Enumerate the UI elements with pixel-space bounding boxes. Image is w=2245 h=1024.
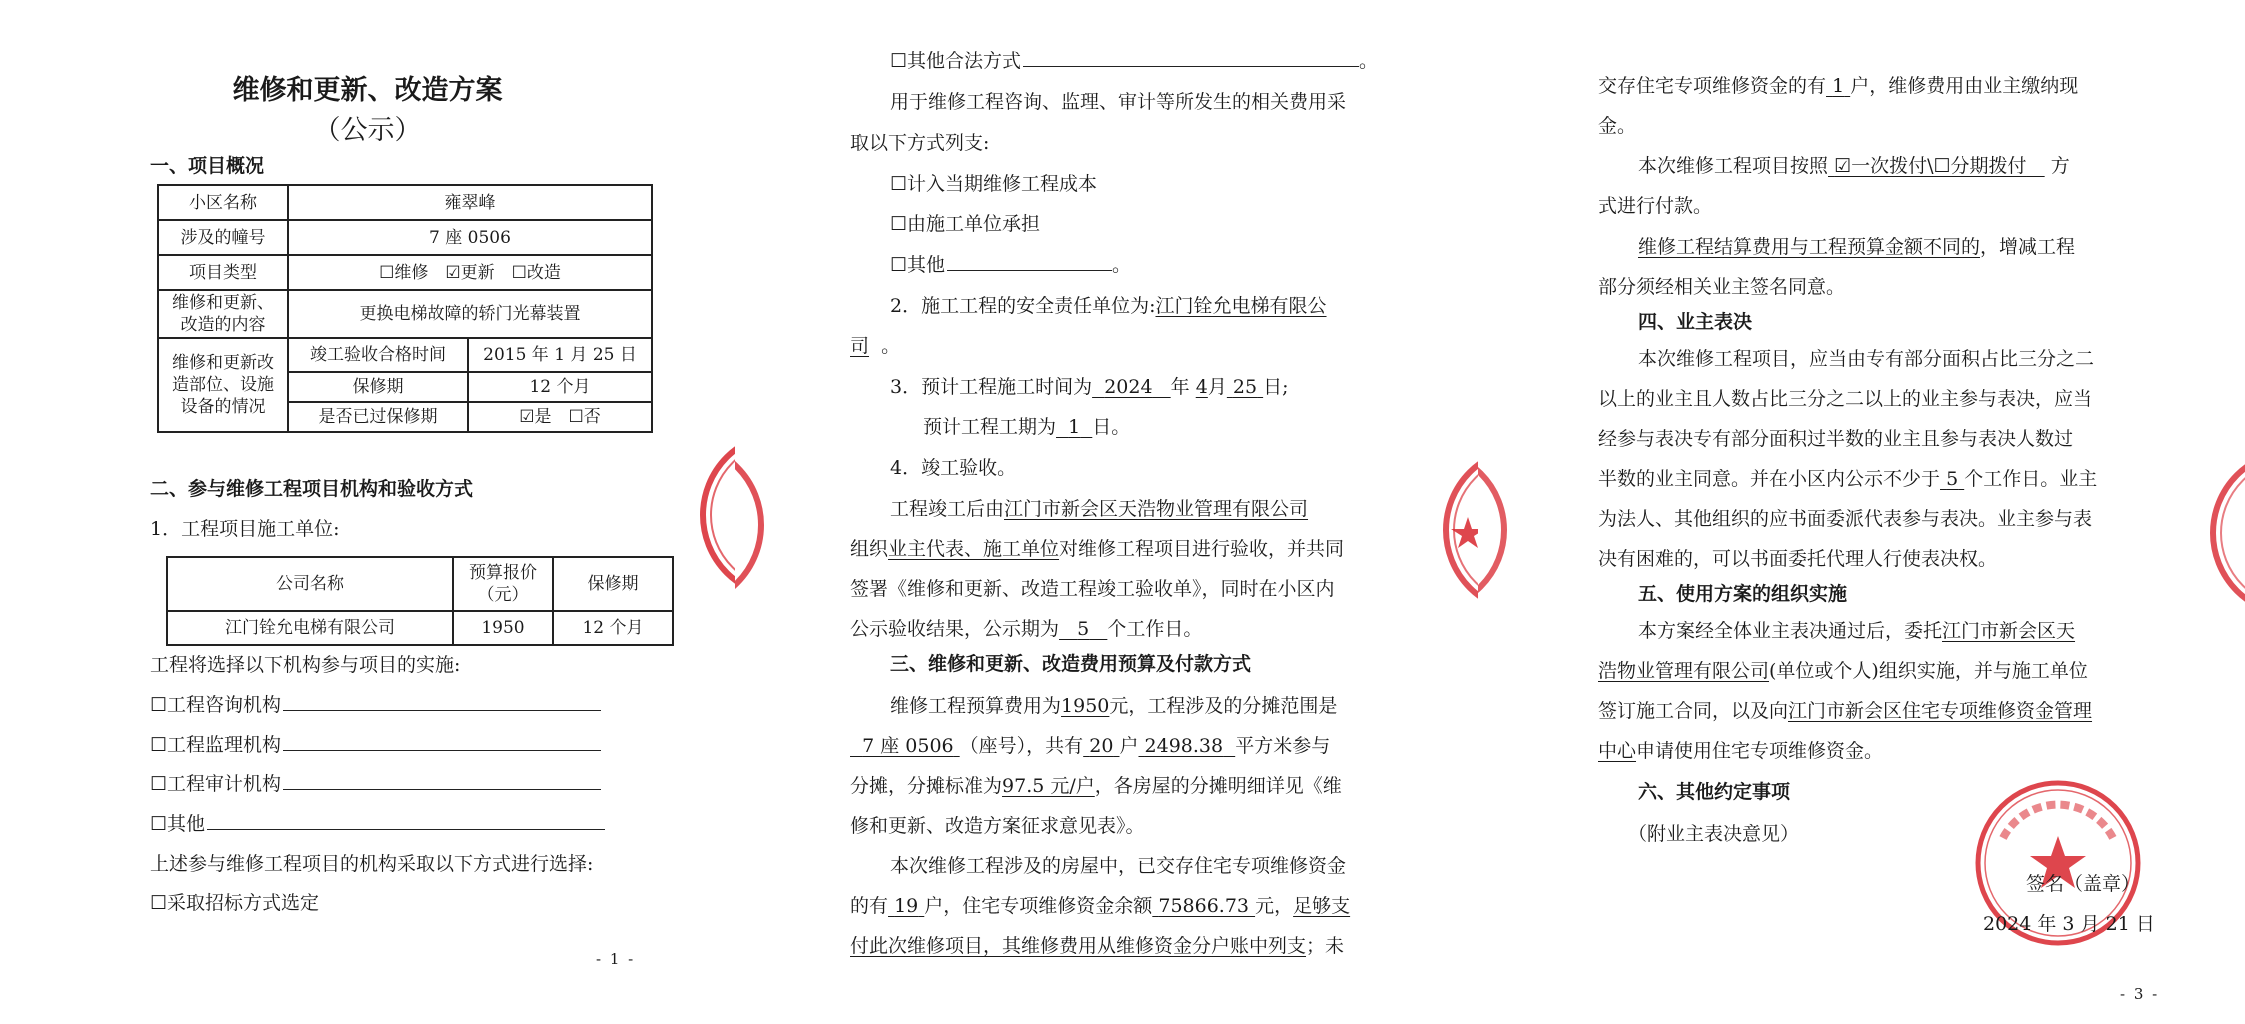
p2-line-17-mid2: 户: [1119, 735, 1139, 757]
label-facility-line1: 维修和更新改: [172, 353, 274, 373]
org-other-label: ☐其他: [150, 813, 206, 835]
p3-line-13-pre: 本方案经全体业主表决通过后，委托: [1638, 620, 1943, 642]
schedule-label: 3．预计工程施工时间为: [890, 376, 1093, 398]
duration-days: [1056, 416, 1092, 438]
schedule-year: [1092, 376, 1171, 398]
p2-line-18: [850, 772, 1342, 800]
vote-publicity-days-value: 5: [1946, 468, 1959, 490]
p3-attachment-note: （附业主表决意见）: [1628, 823, 1800, 845]
p2-line-1-end: 。: [1359, 50, 1379, 72]
label-content-line2: 改造的内容: [180, 315, 266, 335]
p2-completion: 4．竣工验收。: [890, 457, 1017, 479]
p2-line-13-end: 对维修工程项目进行验收，并共同: [1059, 538, 1345, 560]
section-4-heading: 四、业主表决: [1638, 311, 1753, 333]
p3-line-10: [1598, 465, 2097, 493]
fund-center: 江门市新会区住宅专项维修资金管理: [1788, 700, 2093, 722]
p3-line-8: 以上的业主且人数占比三分之二以上的业主参与表决，应当: [1598, 388, 2093, 410]
official-stamp-partial-left: [735, 440, 765, 610]
duration-days-value: 1: [1068, 416, 1081, 438]
p3-line-3: [1638, 152, 2070, 180]
scope: [850, 735, 960, 757]
label-facility-line2: 造部位、设施: [172, 375, 274, 395]
p2-line-14: 签署《维修和更新、改造工程竣工验收单》，同时在小区内: [850, 578, 1335, 600]
schedule-month: 4: [1195, 376, 1208, 398]
schedule-day-value: 25: [1232, 376, 1258, 398]
document-page-1: [0, 0, 735, 1024]
section-1-heading: 一、项目概况: [150, 155, 265, 177]
official-stamp-partial: [695, 430, 735, 600]
header-price: [453, 557, 553, 611]
schedule-month-unit: 月: [1207, 376, 1227, 398]
value-warranty: 12 个月: [468, 372, 652, 402]
p2-line-21-pre: 的有: [850, 895, 889, 917]
value-warranty-expired: ☑是 ☐否: [468, 402, 652, 432]
orgs-intro: 工程将选择以下机构参与项目的实施:: [150, 654, 461, 676]
fund-balance-value: 75866.73: [1158, 895, 1250, 917]
p2-line-13: [850, 535, 1344, 563]
p2-line-21-mid: 户，住宅专项维修资金余额: [924, 895, 1153, 917]
cell-price: 1950: [453, 611, 553, 645]
p2-line-17-end: 平方米参与: [1235, 735, 1331, 757]
p3-line-4: 式进行付款。: [1598, 195, 1713, 217]
p3-line-5-end: ，增减工程: [1980, 236, 2076, 258]
section-5-heading: 五、使用方案的组织实施: [1638, 583, 1848, 605]
label-community: 小区名称: [158, 185, 288, 220]
org-audit-label: ☐工程审计机构: [150, 773, 282, 795]
cell-company: 江门铨允电梯有限公司: [167, 611, 453, 645]
org-audit: [150, 770, 601, 798]
p2-line-21: [850, 892, 1350, 920]
label-warranty: 保修期: [288, 372, 468, 402]
page-number-1: - 1 -: [596, 950, 636, 968]
project-overview-table: [157, 184, 653, 433]
item-1: 1．工程项目施工单位:: [150, 518, 340, 540]
p2-option-other-end: 。: [1112, 254, 1132, 276]
share-standard: 97.5 元/户: [1002, 775, 1095, 797]
property-company: 江门市新会区天浩物业管理有限公司: [1004, 498, 1309, 520]
label-project-type: 项目类型: [158, 255, 288, 290]
p3-line-3-pre: 本次维修工程项目按照: [1638, 155, 1829, 177]
value-acceptance-date: 2015 年 1 月 25 日: [468, 338, 652, 372]
p2-duration: [923, 413, 1130, 441]
safety-unit-value: 江门铨允电梯有限公: [1155, 295, 1327, 317]
method-tender: ☐采取招标方式选定: [150, 892, 320, 914]
value-building: 7 座 0506: [288, 220, 652, 255]
section-2-heading: 二、参与维修工程项目机构和验收方式: [150, 478, 474, 500]
p3-line-12: 决有困难的，可以书面委托代理人行使表决权。: [1598, 548, 1998, 570]
label-facility-line3: 设备的情况: [180, 397, 266, 417]
p2-line-1: [890, 47, 1378, 75]
p2-line-8-end: 。: [881, 335, 901, 357]
p2-line-3: 取以下方式列支:: [850, 132, 990, 154]
header-price-line2: （元）: [477, 585, 529, 605]
org-other: [150, 810, 605, 838]
paid-households-value: 19: [894, 895, 919, 917]
implementing-company: 江门市新会区天: [1942, 620, 2076, 642]
area: [1138, 735, 1235, 757]
org-consulting-label: ☐工程咨询机构: [150, 694, 282, 716]
p2-line-15-end: 个工作日。: [1107, 618, 1203, 640]
p3-line-10-pre: 半数的业主同意。并在小区内公示不少于: [1598, 468, 1941, 490]
p3-line-14: [1598, 657, 2088, 685]
budget-value: 1950: [1061, 695, 1110, 717]
page-number-3: - 3 -: [2120, 985, 2160, 1003]
org-supervision-label: ☐工程监理机构: [150, 734, 282, 756]
document-page-3: [1478, 0, 2245, 1024]
acceptance-parties: 业主代表、施工单位: [888, 538, 1060, 560]
signature-label: 签名（盖章）: [2026, 873, 2141, 895]
document-page-2: [735, 0, 1478, 1024]
label-content: [158, 290, 288, 338]
unpaid-households-value: 1: [1832, 75, 1845, 97]
p2-line-17: [850, 732, 1330, 760]
p2-line-16-end: 元，工程涉及的分摊范围是: [1109, 695, 1338, 717]
p2-line-21-underlined: 足够支: [1293, 895, 1351, 917]
p2-option-cost: ☐计入当期维修工程成本: [890, 173, 1098, 195]
p2-line-12-pre: 工程竣工后由: [890, 498, 1005, 520]
p3-line-2: 金。: [1598, 115, 1637, 137]
p2-line-22-underlined: 付此次维修项目，其维修费用从维修资金分户账中列支: [850, 935, 1307, 957]
p2-line-15-pre: 公示验收结果，公示期为: [850, 618, 1060, 640]
p3-line-9: 经参与表决专有部分面积过半数的业主且参与表决人数过: [1598, 428, 2074, 450]
fund-center-cont: 中心: [1598, 740, 1637, 762]
publicity-days: [1059, 618, 1107, 640]
schedule-day: [1227, 376, 1263, 398]
p2-option-other-label: ☐其他: [890, 254, 946, 276]
households: [1083, 735, 1119, 757]
duration-unit: 日。: [1092, 416, 1131, 438]
schedule-day-unit: 日;: [1263, 376, 1289, 398]
implementing-company-cont: 浩物业管理有限公司: [1598, 660, 1770, 682]
p2-line-7: [890, 292, 1327, 320]
p3-line-1: [1598, 72, 2078, 100]
official-stamp-partial-right-p3: [2195, 448, 2245, 618]
label-building: 涉及的幢号: [158, 220, 288, 255]
p3-line-11: 为法人、其他组织的应书面委派代表参与表决。业主参与表: [1598, 508, 2093, 530]
p2-line-2: 用于维修工程咨询、监理、审计等所发生的相关费用采: [890, 91, 1347, 113]
p2-line-22-end: ；未: [1306, 935, 1345, 957]
safety-unit-value-cont: 司: [850, 335, 870, 357]
value-content: 更换电梯故障的轿门光幕装置: [288, 290, 652, 338]
contractor-table: [166, 556, 674, 646]
schedule-year-unit: 年: [1170, 376, 1190, 398]
p3-line-6: 部分须经相关业主签名同意。: [1598, 276, 1846, 298]
cell-warranty: 12 个月: [553, 611, 673, 645]
scope-value: 7 座 0506: [862, 735, 954, 757]
p2-line-8: [850, 332, 900, 360]
document-subtitle: （公示）: [313, 115, 422, 146]
p3-line-10-end: 个工作日。业主: [1964, 468, 2098, 490]
p3-line-7: 本次维修工程项目，应当由专有部分面积占比三分之二: [1638, 348, 2095, 370]
p2-line-18-end: ，各房屋的分摊明细详见《维: [1094, 775, 1342, 797]
budget-label: 维修工程预算费用为: [890, 695, 1062, 717]
org-consulting: [150, 691, 601, 719]
payment-method-value: ☑一次拨付\☐分期拨付: [1834, 155, 2027, 177]
label-facility: [158, 338, 288, 432]
header-company: 公司名称: [167, 557, 453, 611]
p3-line-16: [1598, 737, 1883, 765]
label-acceptance-date: 竣工验收合格时间: [288, 338, 468, 372]
value-community: 雍翠峰: [288, 185, 652, 220]
p2-line-20: 本次维修工程涉及的房屋中，已交存住宅专项维修资金: [890, 855, 1347, 877]
header-price-line1: 预算报价: [469, 563, 537, 583]
p2-line-12: [890, 495, 1308, 523]
p2-line-17-mid1: （座号），共有: [959, 735, 1084, 757]
section-3-heading: 三、维修和更新、改造费用预算及付款方式: [890, 653, 1252, 675]
schedule-year-value: 2024: [1104, 376, 1153, 398]
safety-unit-label: 2．施工工程的安全责任单位为:: [890, 295, 1156, 317]
official-stamp-partial-left-p3: [1478, 448, 1508, 613]
p3-line-16-end: 申请使用住宅专项维修资金。: [1636, 740, 1884, 762]
paid-households: [888, 895, 924, 917]
households-value: 20: [1089, 735, 1114, 757]
p3-line-15-pre: 签订施工合同，以及向: [1598, 700, 1789, 722]
p2-line-16: [890, 692, 1337, 720]
settlement-clause: 维修工程结算费用与工程预算金额不同的: [1638, 236, 1981, 258]
method-intro: 上述参与维修工程项目的机构采取以下方式进行选择:: [150, 853, 594, 875]
vote-publicity-days: [1940, 468, 1964, 490]
other-legal-method: ☐其他合法方式: [890, 50, 1022, 72]
label-content-line1: 维修和更新、: [172, 293, 274, 313]
p2-line-21-mid2: 元，: [1255, 895, 1294, 917]
value-project-type: ☐维修 ☑更新 ☐改造: [288, 255, 652, 290]
p2-option-other: [890, 251, 1131, 279]
p3-line-1-end: 户，维修费用由业主缴纳现: [1850, 75, 2079, 97]
fund-balance: [1152, 895, 1255, 917]
header-warranty: 保修期: [553, 557, 673, 611]
p2-line-18-pre: 分摊，分摊标准为: [850, 775, 1003, 797]
official-stamp-partial-right: [1430, 445, 1478, 615]
org-supervision: [150, 731, 601, 759]
document-title: 维修和更新、改造方案: [232, 75, 503, 106]
publicity-days-value: 5: [1077, 618, 1090, 640]
p3-line-5: [1638, 233, 2075, 261]
payment-method: [1828, 155, 2045, 177]
p2-line-13-pre: 组织: [850, 538, 889, 560]
p3-line-13: [1638, 617, 2075, 645]
p3-line-15: [1598, 697, 2092, 725]
p2-line-19: 修和更新、改造方案征求意见表》。: [850, 815, 1145, 837]
p2-line-15: [850, 615, 1202, 643]
p3-line-14-end: (单位或个人)组织实施，并与施工单位: [1769, 660, 2088, 682]
label-warranty-expired: 是否已过保修期: [288, 402, 468, 432]
signing-date: 2024 年 3 月 21 日: [1983, 913, 2155, 935]
duration-label: 预计工程工期为: [923, 416, 1057, 438]
unpaid-households: [1826, 75, 1850, 97]
section-6-heading: 六、其他约定事项: [1638, 781, 1791, 803]
p3-line-3-end: 方: [2050, 155, 2070, 177]
p2-line-22: [850, 932, 1344, 960]
area-value: 2498.38: [1144, 735, 1224, 757]
p2-schedule: [890, 373, 1289, 401]
p3-line-1-pre: 交存住宅专项维修资金的有: [1598, 75, 1827, 97]
p2-option-contractor: ☐由施工单位承担: [890, 213, 1041, 235]
